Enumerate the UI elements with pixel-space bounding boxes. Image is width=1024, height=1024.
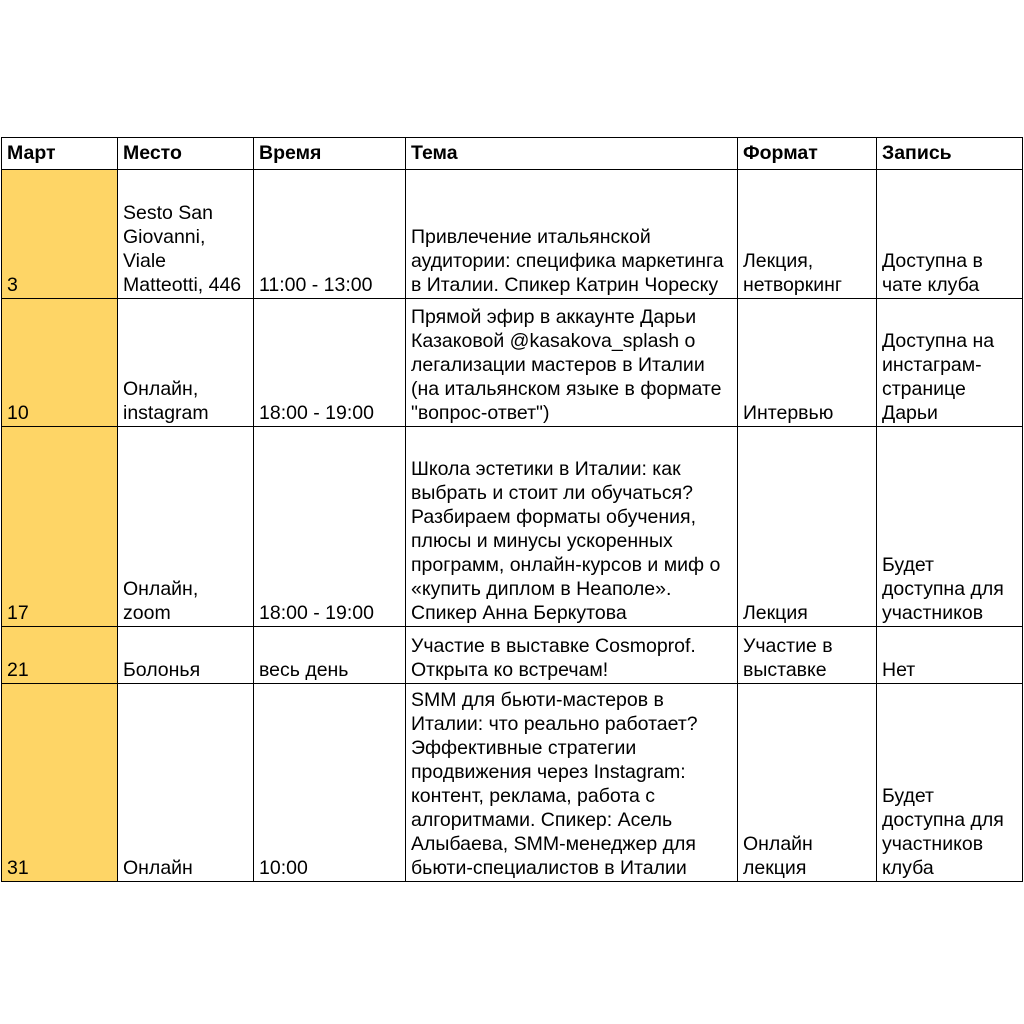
place-cell: Болонья bbox=[118, 627, 254, 684]
time-cell: 18:00 - 19:00 bbox=[254, 427, 406, 627]
header-day: Март bbox=[2, 138, 118, 170]
header-time: Время bbox=[254, 138, 406, 170]
format-cell: Лекция, нетворкинг bbox=[738, 170, 877, 299]
day-cell: 10 bbox=[2, 299, 118, 427]
topic-cell: Участие в выставке Cosmoprof. Открыта ко встречам! bbox=[406, 627, 738, 684]
topic-cell: Привлечение итальянской аудитории: специфика маркетинга в Италии. Спикер Катрин Чореску bbox=[406, 170, 738, 299]
header-topic: Тема bbox=[406, 138, 738, 170]
format-cell: Участие в выставке bbox=[738, 627, 877, 684]
table-row bbox=[2, 684, 1023, 882]
record-cell: Доступна в чате клуба bbox=[877, 170, 1023, 299]
time-cell: весь день bbox=[254, 627, 406, 684]
header-place: Место bbox=[118, 138, 254, 170]
topic-cell: SMM для бьюти-мастеров в Италии: что реально работает? Эффективные стратегии продвижения через Instagram: контент, реклама, работа с алгоритмами. Спикер: Асель Алыбаева, SMM-менеджер для бьюти-специалистов в Италии bbox=[406, 684, 738, 882]
day-cell: 21 bbox=[2, 627, 118, 684]
header-record: Запись bbox=[877, 138, 1023, 170]
time-cell: 10:00 bbox=[254, 684, 406, 882]
day-cell: 31 bbox=[2, 684, 118, 882]
table-row bbox=[2, 427, 1023, 627]
format-cell: Лекция bbox=[738, 427, 877, 627]
day-cell: 17 bbox=[2, 427, 118, 627]
format-cell: Онлайн лекция bbox=[738, 684, 877, 882]
header-row bbox=[2, 138, 1023, 170]
place-cell: Sesto San Giovanni, Viale Matteotti, 446 bbox=[118, 170, 254, 299]
place-cell: Онлайн, zoom bbox=[118, 427, 254, 627]
schedule-table bbox=[1, 137, 1023, 882]
table-row bbox=[2, 170, 1023, 299]
header-format: Формат bbox=[738, 138, 877, 170]
time-cell: 11:00 - 13:00 bbox=[254, 170, 406, 299]
format-cell: Интервью bbox=[738, 299, 877, 427]
topic-cell: Школа эстетики в Италии: как выбрать и стоит ли обучаться? Разбираем форматы обучения, плюсы и минусы ускоренных программ, онлайн-курсов и миф о «купить диплом в Неаполе». Спикер Анна Беркутова bbox=[406, 427, 738, 627]
record-cell: Нет bbox=[877, 627, 1023, 684]
day-cell: 3 bbox=[2, 170, 118, 299]
table-row bbox=[2, 299, 1023, 427]
table-row bbox=[2, 627, 1023, 684]
topic-cell: Прямой эфир в аккаунте Дарьи Казаковой @kasakova_splash о легализации мастеров в Италии (на итальянском языке в формате "вопрос-ответ") bbox=[406, 299, 738, 427]
record-cell: Доступна на инстаграм-странице Дарьи bbox=[877, 299, 1023, 427]
place-cell: Онлайн bbox=[118, 684, 254, 882]
place-cell: Онлайн, instagram bbox=[118, 299, 254, 427]
time-cell: 18:00 - 19:00 bbox=[254, 299, 406, 427]
record-cell: Будет доступна для участников клуба bbox=[877, 684, 1023, 882]
record-cell: Будет доступна для участников bbox=[877, 427, 1023, 627]
